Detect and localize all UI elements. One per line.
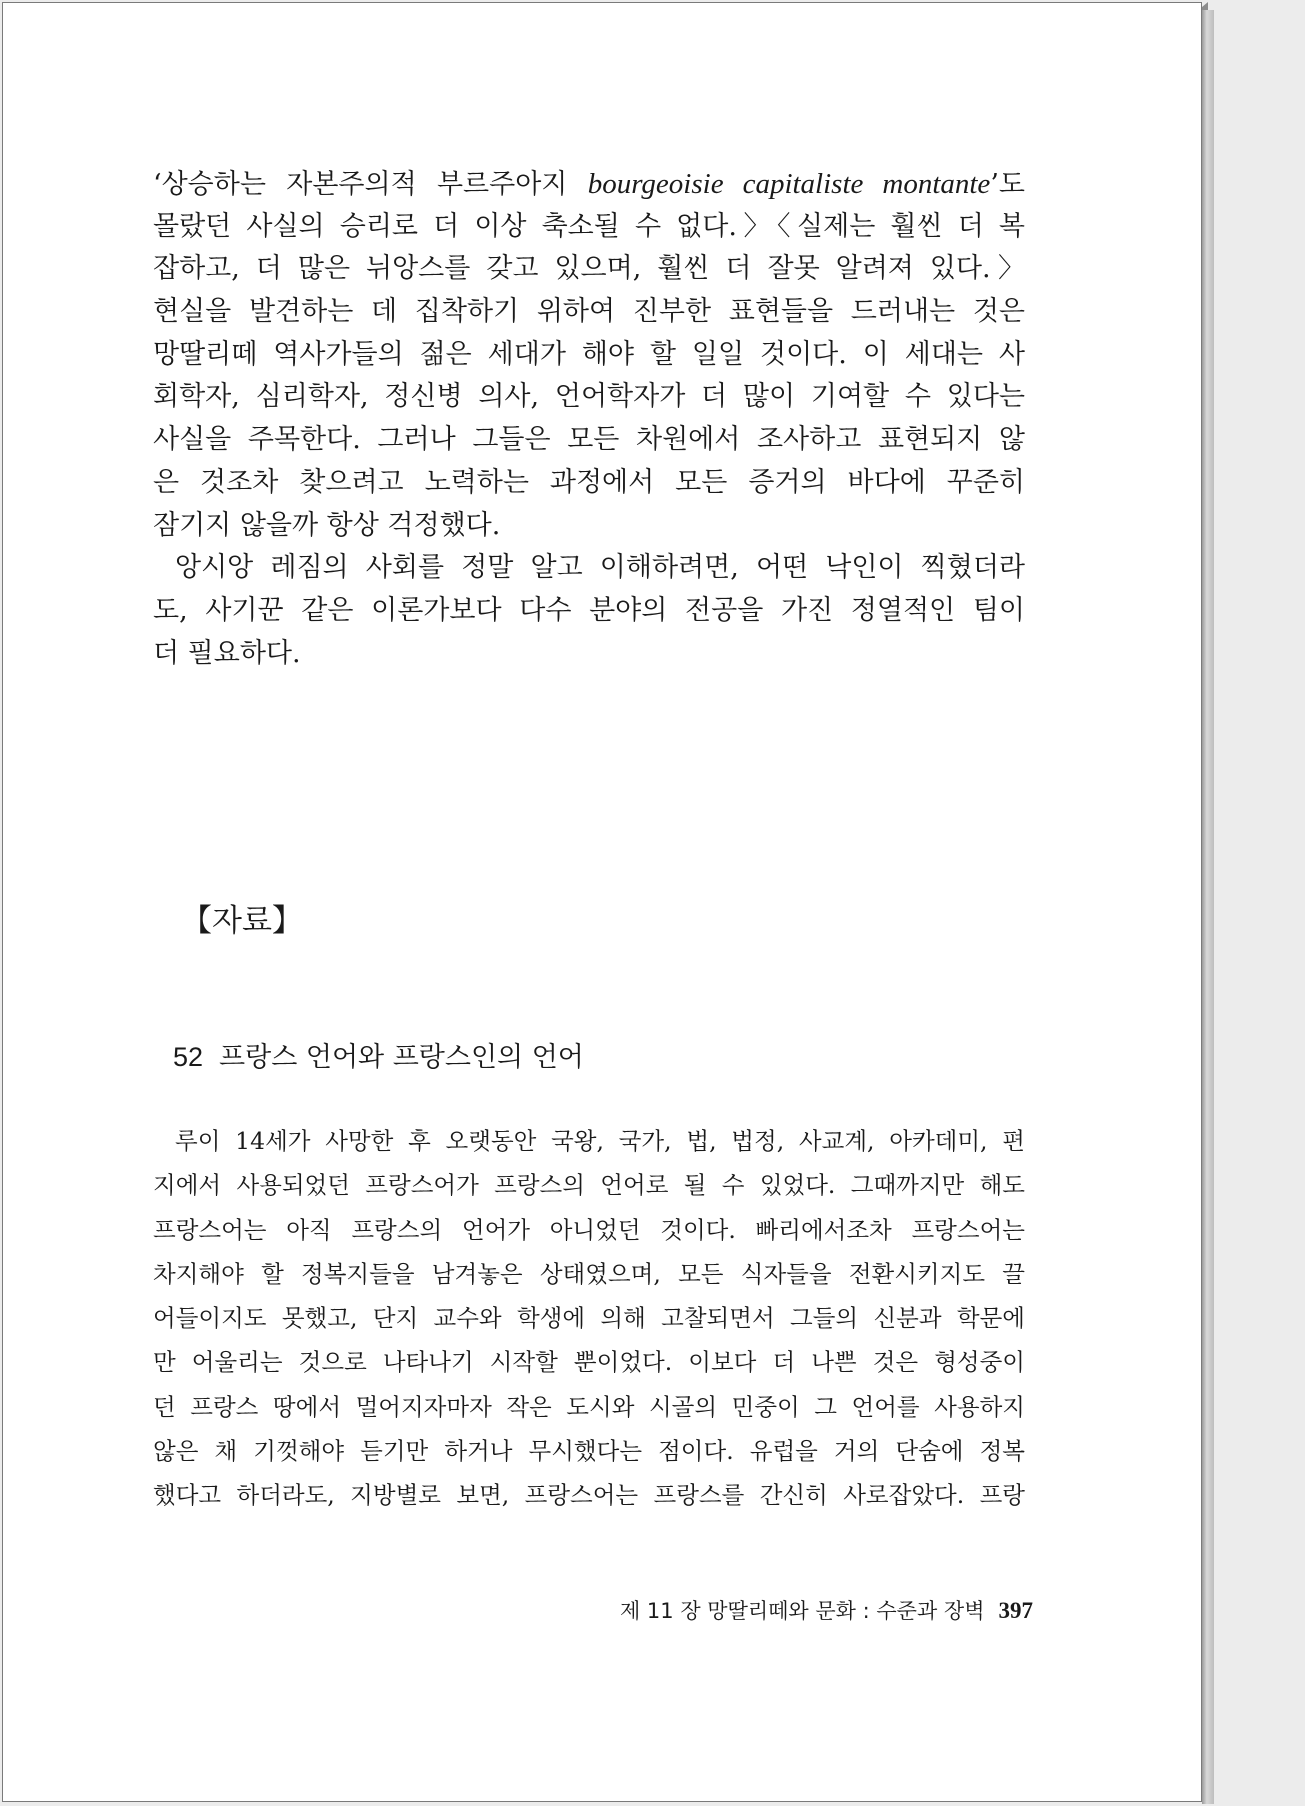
section-label: 【자료】 bbox=[181, 903, 303, 939]
book-page bbox=[2, 2, 1202, 1802]
intro-line: 몰랐던 사실의 승리로 더 이상 축소될 수 없다.〉〈실제는 훨씬 더 복 bbox=[153, 210, 1025, 242]
intro-line: 도, 사기꾼 같은 이론가보다 다수 분야의 전공을 가진 정열적인 팀이 bbox=[153, 594, 1025, 626]
excerpt-line: 루이 14세가 사망한 후 오랫동안 국왕, 국가, 법, 법정, 사교계, 아카데미, 편 bbox=[175, 1127, 1025, 1155]
intro-line: 사실을 주목한다. 그러나 그들은 모든 차원에서 조사하고 표현되지 않 bbox=[153, 424, 1025, 456]
page-edge-shadow bbox=[1202, 10, 1214, 1804]
intro-paragraphs bbox=[153, 163, 1025, 675]
intro-line: 잡하고, 더 많은 뉘앙스를 갖고 있으며, 훨씬 더 잘못 알려져 있다.〉 bbox=[153, 253, 1025, 285]
intro-line: 은 것조차 찾으려고 노력하는 과정에서 모든 증거의 바다에 꾸준히 bbox=[153, 466, 1025, 498]
excerpt-line: 어들이지도 못했고, 단지 교수와 학생에 의해 고찰되면서 그들의 신분과 학문에 bbox=[153, 1304, 1025, 1333]
intro-line: 더 필요하다. bbox=[153, 637, 301, 669]
document-excerpt bbox=[153, 1119, 1025, 1518]
intro-line-text: ’도 bbox=[990, 169, 1025, 200]
excerpt-line: 지에서 사용되었던 프랑스어가 프랑스의 언어로 될 수 있었다. 그때까지만 해도 bbox=[153, 1171, 1025, 1200]
excerpt-line: 만 어울리는 것으로 나타나기 시작할 뿐이었다. 이보다 더 나쁜 것은 형성중이 bbox=[153, 1348, 1025, 1377]
section-title: 프랑스 언어와 프랑스인의 언어 bbox=[219, 1042, 584, 1073]
intro-line bbox=[153, 163, 1025, 206]
excerpt-line: 차지해야 할 정복지들을 남겨놓은 상태였으며, 모든 식자들을 전환시키지도 끌 bbox=[153, 1259, 1025, 1288]
page-number: 397 bbox=[998, 1598, 1033, 1623]
excerpt-line: 프랑스어는 아직 프랑스의 언어가 아니었던 것이다. 빠리에서조차 프랑스어는 bbox=[153, 1215, 1025, 1244]
excerpt-line: 던 프랑스 땅에서 멀어지자마자 작은 도시와 시골의 민중이 그 언어를 사용하지 bbox=[153, 1392, 1025, 1421]
intro-line: 앙시앙 레짐의 사회를 정말 알고 이해하려면, 어떤 낙인이 찍혔더라 bbox=[175, 552, 1025, 584]
intro-line: 현실을 발견하는 데 집착하기 위하여 진부한 표현들을 드러내는 것은 bbox=[153, 296, 1025, 328]
running-title: 제 11 장 망딸리떼와 문화 : 수준과 장벽 bbox=[619, 1599, 985, 1623]
intro-line: 망딸리떼 역사가들의 젊은 세대가 해야 할 일일 것이다. 이 세대는 사 bbox=[153, 338, 1025, 370]
section-heading bbox=[173, 1035, 584, 1074]
french-term: bourgeoisie capitaliste montante bbox=[587, 168, 991, 200]
section-number: 52 bbox=[173, 1042, 204, 1072]
intro-line: 잠기지 않을까 항상 걱정했다. bbox=[153, 509, 501, 541]
intro-line: 회학자, 심리학자, 정신병 의사, 언어학자가 더 많이 기여할 수 있다는 bbox=[153, 381, 1025, 413]
excerpt-line: 했다고 하더라도, 지방별로 보면, 프랑스어는 프랑스를 간신히 사로잡았다. 프랑 bbox=[153, 1481, 1025, 1510]
running-footer bbox=[583, 1595, 1033, 1625]
excerpt-line: 않은 채 기껏해야 듣기만 하거나 무시했다는 점이다. 유럽을 거의 단숨에 정복 bbox=[153, 1437, 1025, 1466]
intro-line-text: ‘상승하는 자본주의적 부르주아지 bbox=[153, 169, 588, 200]
